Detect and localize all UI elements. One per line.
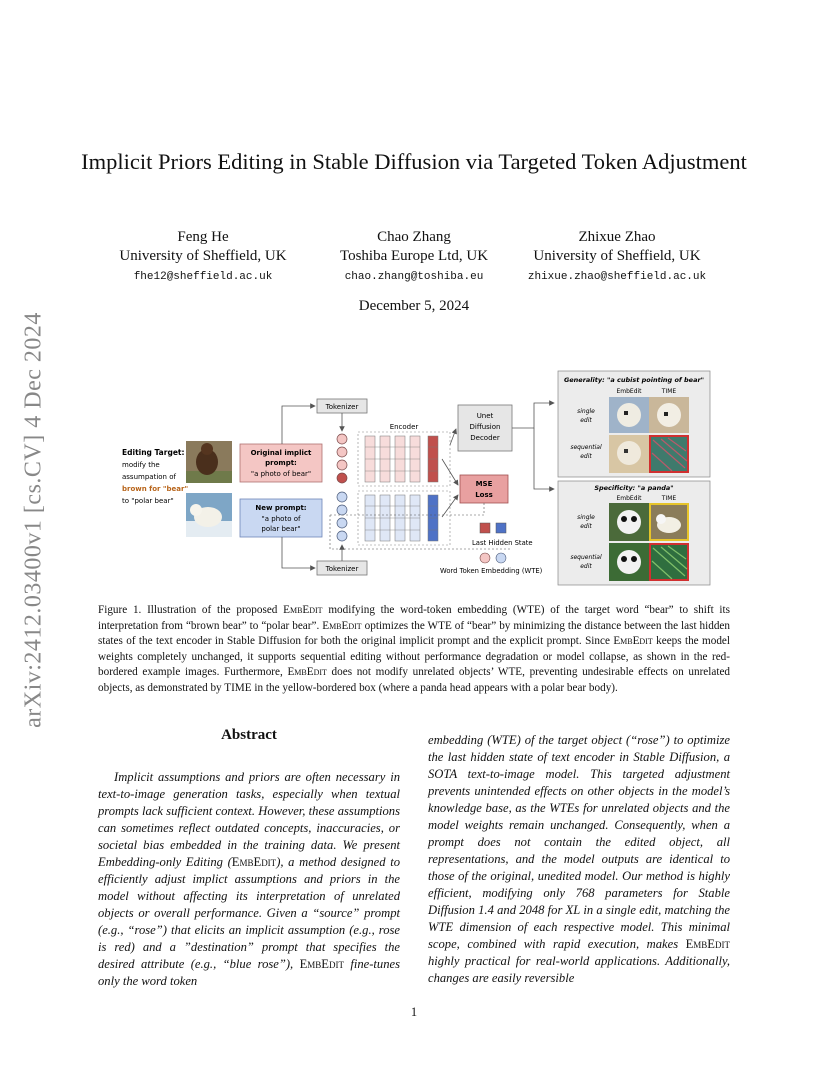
method-name: EmbEdit (322, 619, 362, 632)
brown-bear-photo (186, 441, 232, 483)
new-prompt-line: "a photo of (261, 515, 301, 523)
author-name: Zhixue Zhao (578, 229, 656, 245)
caption-text: keeps the model weights completely unchanged, it supports sequential editing without performance degradation or model collapse, as shown in the red-bordered example images. Furthermore, (98, 635, 730, 678)
abstract-right-column (428, 732, 730, 987)
new-token-circles (337, 492, 347, 541)
abstract-left-column (98, 769, 400, 990)
author-affiliation: Toshiba Europe Ltd, UK (339, 248, 489, 264)
row-label: edit (580, 523, 592, 530)
caption-text: optimizes the WTE of “bear” by minimizing the distance between the last hidden states of the text encoder in Stable Diffusion for both the original implicit prompt and the explicit prompt. Since (98, 619, 730, 647)
author-block-3 (502, 228, 732, 288)
caption-text: does not modify unrelated objects’ WTE, preventing undesirable effects on unrelated objects, as demonstrated by TIME in the yellow-bordered box (where a panda head appears with a polar bear body). (98, 666, 731, 694)
cubist-bear-time-sequential (650, 436, 688, 472)
specificity-panel-title: Specificity: "a panda" (594, 484, 674, 492)
row-label: sequential (570, 554, 602, 561)
abstract-text: embedding (WTE) of the target object (“rose”) to optimize the last hidden state of text encoder in Stable Diffusion, a SOTA text-to-image model. This targeted adjustment prevents unintended effects on other objects in the model’s knowledge base, as the WTEs for unrelated objects and the model weights remain unchanged. Consequently, when a prompt does not contain the edited object, all representations, and the model outputs are identical to those of the original, unedited model. Our method is highly efficient, modifying only 768 parameters for Stable Diffusion 1.4 and 2048 for XL in a single edit, matching the WTE dimension of each respective model. This minimal scope, combined with rapid execution, makes (428, 733, 730, 951)
method-name: EmbEdit (685, 937, 730, 951)
legend-wte-label: Word Token Embedding (WTE) (440, 567, 543, 575)
panda-time-single (650, 504, 688, 540)
editing-target-line: assumpation of (122, 473, 176, 481)
legend-hidden-blue (496, 523, 506, 533)
method-name: EmbEdit (287, 666, 327, 678)
arxiv-id-text: arXiv:2412.03400v1 [cs.CV] 4 Dec 2024 (20, 312, 47, 728)
mse-label-line: MSE (475, 480, 493, 488)
method-name: EmbEdit (283, 604, 323, 616)
legend-wte-red (480, 553, 490, 563)
row-label: single (577, 514, 595, 521)
panda-embedit-sequential (609, 543, 649, 581)
tokenizer-top-label: Tokenizer (325, 403, 359, 411)
polar-bear-photo (186, 493, 232, 537)
cubist-bear-embedit-single (609, 397, 649, 433)
author-email[interactable]: fhe12@sheffield.ac.uk (133, 271, 273, 283)
encoder-grid-new (365, 495, 438, 541)
panda-embedit-single (609, 503, 649, 541)
row-label: edit (580, 453, 592, 460)
row-label: single (577, 408, 595, 415)
unet-label-line: Decoder (470, 434, 500, 442)
abstract-heading: Abstract (221, 727, 277, 743)
original-token-circles (337, 434, 347, 483)
row-label: edit (580, 563, 592, 570)
author-name: Feng He (177, 229, 229, 245)
arxiv-sidebar-identifier (16, 290, 52, 750)
original-prompt-line: Original implict (250, 449, 312, 457)
abstract-text: fine-tunes only the word token (98, 957, 400, 988)
author-block-1 (88, 228, 318, 288)
editing-target-line: modify the (122, 461, 160, 469)
author-affiliation: University of Sheffield, UK (119, 248, 287, 264)
row-label: sequential (570, 444, 602, 451)
mse-label-line: Loss (475, 491, 493, 499)
author-name: Chao Zhang (377, 229, 451, 245)
publication-date: December 5, 2024 (358, 298, 470, 314)
new-prompt-line: New prompt: (255, 504, 307, 512)
original-prompt-line: "a photo of bear" (250, 470, 312, 478)
row-label: edit (580, 417, 592, 424)
original-prompt-line: prompt: (265, 459, 297, 467)
author-block-2 (299, 228, 529, 288)
author-email[interactable]: chao.zhang@toshiba.eu (344, 271, 484, 283)
legend-hidden-label: Last Hidden State (472, 539, 533, 547)
legend-hidden-red (480, 523, 490, 533)
abstract-text: ), a method designed to efficiently adjust implict assumptions and priors in the model without affecting its interpretation of unrelated objects or overall performance. Given a “source” prompt (e.g., “rose”) that elicits an implicit assumption (e.g., rose is red) and a ”destination” prompt that specifies the desired attribute (e.g., “blue rose”), (98, 855, 401, 971)
tokenizer-bottom-label: Tokenizer (325, 565, 359, 573)
editing-target-label: Editing Target: (122, 448, 185, 457)
figure-1-caption (98, 603, 730, 696)
unet-label-line: Unet (476, 412, 494, 420)
author-email[interactable]: zhixue.zhao@sheffield.ac.uk (527, 271, 707, 283)
panda-time-sequential (650, 544, 688, 580)
col-header-time: TIME (661, 388, 677, 395)
col-header-embedit: EmbEdit (616, 388, 642, 395)
page-number: 1 (410, 1005, 418, 1019)
col-header-embedit: EmbEdit (616, 495, 642, 502)
legend-wte-blue (496, 553, 506, 563)
method-name: EmbEdit (299, 957, 344, 971)
encoder-label: Encoder (389, 423, 419, 431)
paper-title: Implicit Priors Editing in Stable Diffusion via Targeted Token Adjustment (81, 149, 747, 174)
figure-1-diagram (112, 365, 718, 587)
method-name: EmbEdit (613, 635, 653, 647)
new-prompt-line: polar bear" (261, 525, 301, 533)
caption-text: modifying the word-token embedding (WTE) of the target word “bear” to shift its interpretation from “brown bear” to “polar bear”. (98, 604, 730, 632)
col-header-time: TIME (661, 495, 677, 502)
method-name: EmbEdit (231, 855, 277, 869)
editing-target-line: to "polar bear" (122, 497, 174, 505)
encoder-grid-original (365, 436, 438, 482)
abstract-text: Implicit assumptions and priors are often necessary in text-to-image generation tasks, especially when textual prompts lack sufficient context. However, these assumptions can sometimes reflect outdated concepts, inaccuracies, or societal bias embedded in the training data. We present Embedding-only Editing ( (98, 770, 400, 869)
generality-panel-title: Generality: "a cubist pointing of bear" (563, 376, 705, 384)
abstract-text: highly practical for real-world applications. Additionally, changes are easily reversible (428, 954, 730, 985)
cubist-bear-embedit-sequential (609, 435, 649, 473)
editing-target-line: brown for "bear" (122, 485, 189, 493)
caption-text: Figure 1. Illustration of the proposed (98, 604, 284, 616)
cubist-bear-time-single (649, 397, 689, 433)
author-affiliation: University of Sheffield, UK (533, 248, 701, 264)
unet-label-line: Diffusion (469, 423, 501, 431)
